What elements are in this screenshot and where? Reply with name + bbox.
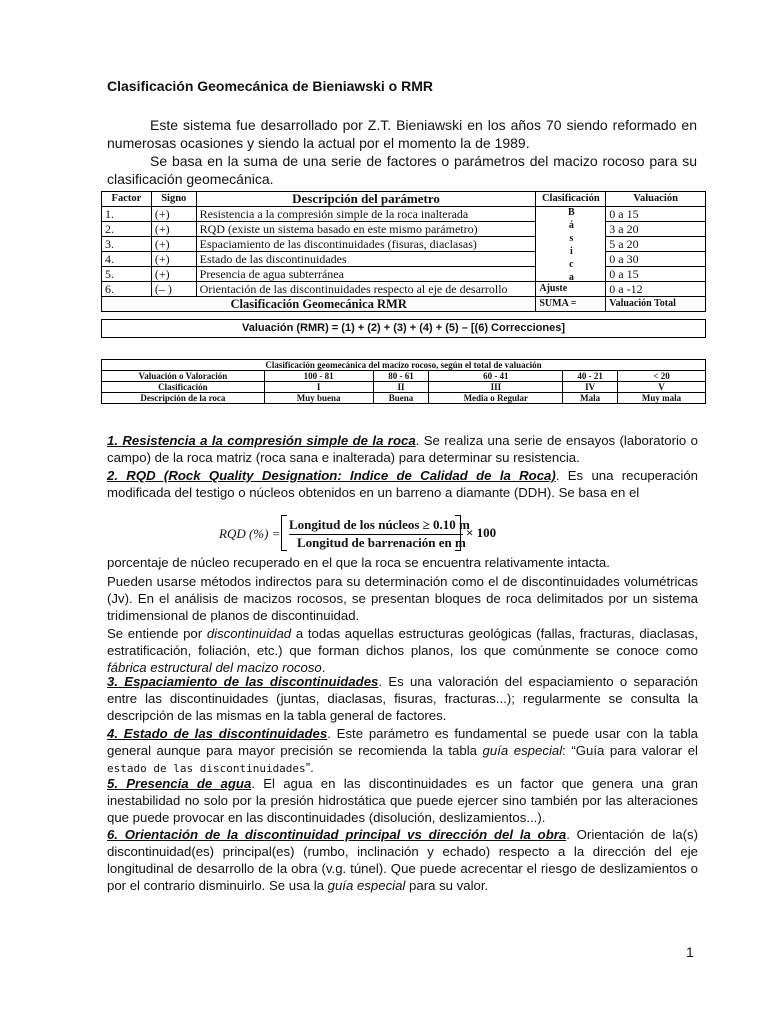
classification-caption: Clasificación geomecánica del macizo rocoso, según el total de valuación — [102, 360, 706, 371]
table-cell: Clasificación — [102, 382, 265, 393]
table-row — [102, 252, 706, 267]
rqd-numerator: Longitud de los núcleos ≥ 0.10 m — [289, 517, 470, 532]
intro-paragraph-1: Este sistema fue desarrollado por Z.T. Bieniawski en los años 70 siendo reformado en numerosas ocasiones y siendo la actual por el momento la de 1989. — [107, 117, 697, 151]
cell-valuacion: 0 a 15 — [606, 207, 706, 222]
page-title: Clasificación Geomecánica de Bieniawski o RMR — [107, 78, 433, 94]
table-row — [102, 371, 706, 382]
header-factor: Factor — [102, 192, 152, 207]
rqd-multiplier: × 100 — [466, 525, 497, 540]
table-cell: Muy buena — [264, 393, 373, 404]
table-cell: Buena — [373, 393, 429, 404]
rqd-lhs: RQD (%) = — [219, 526, 281, 541]
table-row — [102, 267, 706, 282]
valuacion-total-label: Valuación Total — [606, 297, 706, 312]
table-row — [102, 282, 706, 297]
table-row — [102, 222, 706, 237]
table-row — [102, 207, 706, 222]
jv-paragraph: Pueden usarse métodos indirectos para su determinación como el de discontinuidades volumétricas (Jv). En el análisis de macizos rocosos, se presentan bloques de roca delimitados por un sistema tridimensional de planos de discontinuidad. — [107, 574, 698, 623]
table-cell: 100 - 81 — [264, 371, 373, 382]
table-cell: Mala — [563, 393, 618, 404]
table-cell: III — [429, 382, 563, 393]
table-cell: V — [618, 382, 706, 393]
rmr-formula: Valuación (RMR) = (1) + (2) + (3) + (4) + (5) – [(6) Correcciones] — [101, 319, 706, 338]
section-2-continuation: porcentaje de núcleo recuperado en el que la roca se encuentra relativamente intacta. — [107, 555, 610, 570]
classification-table — [101, 359, 706, 404]
cell-factor: 1. — [102, 207, 152, 222]
intro-paragraph-2: Se basa en la suma de una serie de factores o parámetros del macizo rocoso para su clasificación geomecánica. — [107, 153, 697, 187]
cell-factor: 4. — [102, 252, 152, 267]
cell-signo: (+) — [151, 267, 196, 282]
table-cell: Muy mala — [618, 393, 706, 404]
factor-table — [101, 191, 706, 312]
page-number: 1 — [686, 944, 694, 960]
section-3-paragraph: 3. Espaciamiento de las discontinuidades. Es una valoración del espaciamiento o separación entre las discontinuidades (juntas, diaclasas, fisuras, fracturas...); regularmente se consulta la descripción de las mismas en la tabla general de factores. — [107, 674, 698, 723]
factor-table-header — [102, 192, 706, 207]
cell-ajuste: Ajuste — [536, 282, 606, 297]
table-row — [102, 382, 706, 393]
table-cell: I — [264, 382, 373, 393]
table-footer-row — [102, 297, 706, 312]
section-4-heading: 4. Estado de las discontinuidades — [107, 726, 328, 741]
section-5-heading: 5. Presencia de agua — [107, 776, 252, 791]
table-cell: II — [373, 382, 429, 393]
basica-label: Básica — [536, 207, 606, 282]
section-6-heading: 6. Orientación de la discontinuidad principal vs dirección del la obra — [107, 827, 567, 842]
cell-descripcion: Resistencia a la compresión simple de la roca inalterada — [196, 207, 536, 222]
table-cell: Descripción de la roca — [102, 393, 265, 404]
cell-signo: (– ) — [151, 282, 196, 297]
cell-descripcion: Estado de las discontinuidades — [196, 252, 536, 267]
rqd-denominator: Longitud de barrenación en m — [297, 535, 466, 550]
table-row — [102, 393, 706, 404]
cell-signo: (+) — [151, 207, 196, 222]
section-1-heading: 1. Resistencia a la compresión simple de la roca — [107, 433, 416, 448]
table-row — [102, 237, 706, 252]
table-cell: IV — [563, 382, 618, 393]
table-cell: 60 - 41 — [429, 371, 563, 382]
table-cell: < 20 — [618, 371, 706, 382]
table-cell: Media o Regular — [429, 393, 563, 404]
cell-descripcion: Espaciamiento de las discontinuidades (fisuras, diaclasas) — [196, 237, 536, 252]
cell-descripcion: Presencia de agua subterránea — [196, 267, 536, 282]
classification-caption-row — [102, 360, 706, 371]
section-2-heading: 2. RQD (Rock Quality Designation: Indice de Calidad de la Roca) — [107, 468, 556, 483]
cell-signo: (+) — [151, 252, 196, 267]
table-cell: Valuación o Valoración — [102, 371, 265, 382]
cell-factor: 3. — [102, 237, 152, 252]
header-signo: Signo — [151, 192, 196, 207]
cell-signo: (+) — [151, 222, 196, 237]
cell-valuacion: 0 a -12 — [606, 282, 706, 297]
cell-signo: (+) — [151, 237, 196, 252]
header-valuacion: Valuación — [606, 192, 706, 207]
header-clasificacion: Clasificación — [536, 192, 606, 207]
cell-valuacion: 0 a 30 — [606, 252, 706, 267]
cell-factor: 2. — [102, 222, 152, 237]
cell-factor: 5. — [102, 267, 152, 282]
cell-valuacion: 0 a 15 — [606, 267, 706, 282]
section-4-paragraph: 4. Estado de las discontinuidades. Este parámetro es fundamental se puede usar con la tabla general aunque para mayor precisión se recomienda la tabla guía especial: “Guía para valorar el estado de las discontinuidades”. — [107, 726, 698, 775]
table-cell: 80 - 61 — [373, 371, 429, 382]
section-3-heading: 3. Espaciamiento de las discontinuidades — [107, 674, 379, 689]
cell-valuacion: 3 a 20 — [606, 222, 706, 237]
header-descripcion: Descripción del parámetro — [196, 192, 536, 207]
right-bracket — [455, 515, 461, 551]
section-2-paragraph: 2. RQD (Rock Quality Designation: Indice de Calidad de la Roca). Es una recuperación modificada del testigo o núcleos obtenidos en un barreno a diamante (DDH). Se basa en el — [107, 468, 698, 500]
suma-label: SUMA = — [536, 297, 606, 312]
rmr-label: Clasificación Geomecánica RMR — [102, 297, 536, 312]
cell-factor: 6. — [102, 282, 152, 297]
cell-descripcion: RQD (existe un sistema basado en este mismo parámetro) — [196, 222, 536, 237]
cell-descripcion: Orientación de las discontinuidades respecto al eje de desarrollo — [196, 282, 536, 297]
section-5-paragraph: 5. Presencia de agua. El agua en las discontinuidades es un factor que genera una gran inestabilidad no solo por la presión hidrostática que puede ejercer sino también por las alteraciones que puede provocar en las discontinuidades (disolución, deslizamientos...). — [107, 776, 698, 825]
table-cell: 40 - 21 — [563, 371, 618, 382]
section-6-paragraph: 6. Orientación de la discontinuidad principal vs dirección del la obra. Orientación de la(s) discontinuidad(es) principal(es) (rumbo, inclinación y echado) respecto a la dirección del eje longitudinal de desarrollo de la obra (v.g. túnel). Que puede acrecentar el riesgo de deslizamientos o por el contrario disminuirlo. Se usa la guía especial para su valor. — [107, 827, 698, 893]
section-1-paragraph: 1. Resistencia a la compresión simple de la roca. Se realiza una serie de ensayos (laboratorio o campo) de la roca matriz (roca sana e inalterada) para determinar su resistencia. — [107, 433, 698, 465]
discontinuity-paragraph: Se entiende por discontinuidad a todas aquellas estructuras geológicas (fallas, fracturas, diaclasas, estratificación, foliación, etc.) que forman dichos planos, los que comúnmente se conoce como fábrica estructural del macizo rocoso. — [107, 626, 698, 675]
cell-valuacion: 5 a 20 — [606, 237, 706, 252]
left-bracket — [281, 515, 287, 551]
